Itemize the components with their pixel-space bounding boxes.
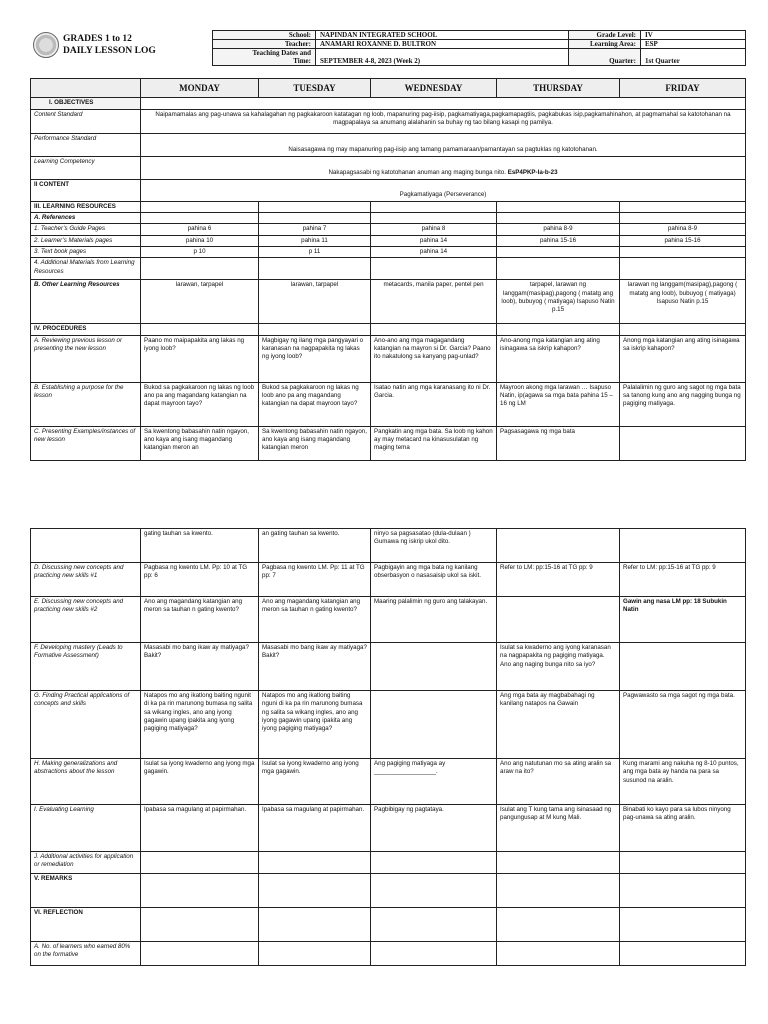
procedure-a-tuesday: Magbigay ng ilang mga pangyayari o karanasan na nagpapakita ng lakas ng iyong loob?	[259, 335, 371, 382]
procedure-e-thursday	[497, 597, 620, 643]
tb-thursday	[497, 246, 620, 257]
procedure-c-continued-row	[31, 529, 746, 563]
procedure-i-thursday: Isulat ang T kung tama ang isinasaad ng pangungusap at M kung Mali.	[497, 805, 620, 852]
lesson-table-page2	[30, 528, 746, 966]
procedure-e-friday: Gawin ang nasa LM pp: 18 Subukin Natin	[620, 597, 746, 643]
procedure-i-tuesday: Ipabasa sa magulang at papirmahan.	[259, 805, 371, 852]
procedure-d-friday: Refer to LM: pp:15-16 at TG pp: 9	[620, 563, 746, 597]
school-value: NAPINDAN INTEGRATED SCHOOL	[316, 31, 569, 40]
procedure-g-monday: Natapos mo ang ikatlong baiting ngunit di ka pa rin marunong bumasa ng salita sa wikang ingles, ano ang iyong gagawin upang ipakita ang iyong pagiging matiyaga?	[141, 691, 259, 759]
additional-materials-row	[31, 258, 746, 280]
lm-thursday: pahina 15-16	[497, 235, 620, 246]
resources-label: III. LEARNING RESOURCES	[31, 201, 141, 212]
procedure-c-tuesday: Sa kwentong babasahin natin ngayon, ano kaya ang isang magandang katangian meron	[259, 426, 371, 460]
other-monday: larawan, tarpapel	[141, 280, 259, 324]
procedure-a-wednesday: Ano-ano ang mga magagandang katangian na mayron si Dr. Garcia? Paano ito nakatulong sa kanyang pag-unlad?	[371, 335, 497, 382]
procedure-b-monday: Bukod sa pagkakaroon ng lakas ng loob ano pa ang magandang katangian na dapat mayroon tayo?	[141, 382, 259, 426]
procedure-h-wednesday: Ang pagiging matiyaga ay __________________.	[371, 759, 497, 805]
procedure-h-row	[31, 759, 746, 805]
procedure-a-friday: Anong mga katangian ang ating isinagawa sa iskrip kahapon?	[620, 335, 746, 382]
tg-friday: pahina 8-9	[620, 224, 746, 235]
objectives-heading: I. OBJECTIVES	[31, 98, 141, 109]
reflection-row	[31, 908, 746, 942]
lm-row	[31, 235, 746, 246]
procedure-d-row	[31, 563, 746, 597]
procedure-a-thursday: Ano-anong mga katangian ang ating isinagawa sa iskrip kahapon?	[497, 335, 620, 382]
quarter-value: 1st Quarter	[641, 49, 746, 66]
procedure-f-tuesday: Masasabi mo bang ikaw ay matiyaga?Bakit?	[259, 643, 371, 691]
tb-tuesday: p 11	[259, 246, 371, 257]
tg-monday: pahina 6	[141, 224, 259, 235]
area-label: Learning Area:	[569, 40, 641, 49]
other-label: B. Other Learning Resources	[31, 280, 141, 324]
procedure-g-friday: Pagwawasto sa mga sagot ng mga bata.	[620, 691, 746, 759]
competency-label: Learning Competency	[31, 156, 141, 179]
procedure-f-label: F. Developing mastery (Leads to Formative Assessment)	[31, 643, 141, 691]
procedure-c-cont-tuesday: an gating tauhan sa kwento.	[259, 529, 371, 563]
procedure-d-thursday: Refer to LM: pp:15-16 at TG pp: 9	[497, 563, 620, 597]
procedure-h-tuesday: Isulat sa iyong kwaderno ang iyong mga gagawin.	[259, 759, 371, 805]
procedure-a-row	[31, 335, 746, 382]
lm-tuesday: pahina 11	[259, 235, 371, 246]
procedure-d-tuesday: Pagbasa ng kwento LM. Pp: 11 at TG pp: 7	[259, 563, 371, 597]
procedure-d-monday: Pagbasa ng kwento LM. Pp: 10 at TG pp: 6	[141, 563, 259, 597]
procedure-b-label: B. Establishing a purpose for the lesson	[31, 382, 141, 426]
procedure-f-wednesday	[371, 643, 497, 691]
lm-wednesday: pahina 14	[371, 235, 497, 246]
procedure-c-cont-friday	[620, 529, 746, 563]
grade-value: IV	[641, 31, 746, 40]
procedure-a-label: A. Reviewing previous lesson or presenting the new lesson	[31, 335, 141, 382]
competency-text: Nakapagsasabi ng katotohanan anuman ang maging bunga nito.	[328, 169, 506, 177]
other-tuesday: larawan, tarpapel	[259, 280, 371, 324]
procedure-g-wednesday	[371, 691, 497, 759]
lm-label: 2. Learner’s Materials pages	[31, 235, 141, 246]
content-standard-text: Naipamamalas ang pag-unawa sa kahalagahan ng pagkakaroon katatagan ng loob, mapanuring pag-iisip, pagkamatiyaga,pagkamapagtiis, pagkabukas isip,pagkamahinahon, at pagmamahal sa katotohanan na magpapalaya sa anumang alalahanin sa buhay ng tao bilang kasapi ng pamilya.	[141, 109, 746, 133]
procedure-b-row	[31, 382, 746, 426]
performance-standard-label: Performance Standard	[31, 133, 141, 156]
procedure-c-label: C. Presenting Examples/instances of new lesson	[31, 426, 141, 460]
procedure-e-monday: Ano ang magandang katangian ang meron sa tauhan n gating kwento?	[141, 597, 259, 643]
other-friday: larawan ng langgam(masipag),pagong ( matatg ang loob), bubuyog ( matiyaga) Isapuso Natin p.15	[620, 280, 746, 324]
tb-wednesday: pahina 14	[371, 246, 497, 257]
content-standard-label: Content Standard	[31, 109, 141, 133]
procedure-c-monday: Sa kwentong babasahin natin ngayon, ano kaya ang isang magandang katangian meron an	[141, 426, 259, 460]
procedure-a-monday: Paano mo maipapakita ang lakas ng iyong loob?	[141, 335, 259, 382]
document-title: GRADES 1 to 12 DAILY LESSON LOG	[63, 34, 156, 57]
additional-label: 4. Additional Materials from Learning Resources	[31, 258, 141, 280]
day-wednesday: WEDNESDAY	[371, 79, 497, 98]
tb-label: 3. Text book pages	[31, 246, 141, 257]
tg-label: 1. Teacher’s Guide Pages	[31, 224, 141, 235]
procedure-e-wednesday: Maaring palalimin ng guro ang talakayan.	[371, 597, 497, 643]
procedure-b-tuesday: Bukod sa pagkakaroon ng lakas ng loob ano pa ang magandang katangian na dapat mayroon tayo?	[259, 382, 371, 426]
other-wednesday: metacards, manila paper, pentel pen	[371, 280, 497, 324]
procedure-j-row	[31, 852, 746, 874]
procedure-d-label: D. Discussing new concepts and practicing new skills #1	[31, 563, 141, 597]
lm-monday: pahina 10	[141, 235, 259, 246]
deped-seal-icon	[33, 32, 59, 58]
tg-wednesday: pahina 8	[371, 224, 497, 235]
reflection-a-row	[31, 942, 746, 966]
procedure-g-tuesday: Natapos mo ang ikatlong baiting nguni di ka pa rin marunong bumasa ng salita sa wikang ingles, ano ang iyong gagawin upang ipakita ang iyong pagiging matiyaga?	[259, 691, 371, 759]
procedures-label: IV. PROCEDURES	[31, 324, 141, 335]
procedure-b-thursday: Mayroon akong mga larawan … Isapuso Natin, ip(agawa sa mga bata pahina 15 – 16 ng LM	[497, 382, 620, 426]
procedure-h-thursday: Ano ang natutunan mo sa ating aralin sa araw na ito?	[497, 759, 620, 805]
procedure-d-wednesday: Pagbigayin ang mga bata ng kanilang obserbasyon o nasasaisip ukol sa iskit.	[371, 563, 497, 597]
content-text: Pagkamatiyaga (Perseverance)	[141, 179, 746, 201]
procedure-i-row	[31, 805, 746, 852]
content-label: II CONTENT	[31, 179, 141, 201]
procedure-i-friday: Binabati ko kayo para sa lubos ninyong pag-unawa sa ating aralin.	[620, 805, 746, 852]
procedure-h-monday: Isulat sa iyong kwaderno ang iyong mga gagawin.	[141, 759, 259, 805]
lesson-table-page1	[30, 78, 746, 461]
dates-label: Teaching Dates and Time:	[213, 49, 316, 66]
performance-standard-text: Naisasagawa ng may mapanuring pag-iisip ang tamang pamamaraan/pamantayan sa pagtuklas ng katotohanan.	[141, 133, 746, 156]
procedure-j-label: J. Additional activities for application or remediation	[31, 852, 141, 874]
grade-label: Grade Level:	[569, 31, 641, 40]
day-thursday: THURSDAY	[497, 79, 620, 98]
procedure-e-row	[31, 597, 746, 643]
reflection-label: VI. REFLECTION	[31, 908, 141, 942]
tb-friday	[620, 246, 746, 257]
reflection-a-label: A. No. of learners who earned 80% on the formative	[31, 942, 141, 966]
procedure-h-friday: Kung marami ang nakuha ng 8-10 puntos, ang mga bata ay handa na para sa susunod na aralin.	[620, 759, 746, 805]
header-info-table	[212, 30, 746, 66]
procedure-b-friday: Palalalimin ng guro ang sagot ng mga bata sa tanong kung ano ang nagging bunga ng pagiging matiyaga.	[620, 382, 746, 426]
procedure-i-monday: Ipabasa sa magulang at papirmahan.	[141, 805, 259, 852]
dates-value: SEPTEMBER 4-8, 2023 (Week 2)	[316, 49, 569, 66]
procedure-i-wednesday: Pagbibigay ng pagtataya.	[371, 805, 497, 852]
remarks-label: V. REMARKS	[31, 874, 141, 908]
competency-code: EsP4PKP-Ia-b-23	[507, 169, 558, 177]
lm-friday: pahina 15-16	[620, 235, 746, 246]
tb-monday: p 10	[141, 246, 259, 257]
other-resources-row	[31, 280, 746, 324]
procedure-i-label: I. Evaluating Learning	[31, 805, 141, 852]
procedure-c-thursday: Pagsasagawa ng mga bata	[497, 426, 620, 460]
tg-row	[31, 224, 746, 235]
procedure-e-tuesday: Ano ang magandang katangian ang meron sa tauhan n gating kwento?	[259, 597, 371, 643]
competency-cell	[141, 156, 746, 179]
procedure-g-thursday: Ang mga bata ay magbabahagi ng kanilang natapos na Gawain	[497, 691, 620, 759]
procedure-f-thursday: Isulat sa kwaderno ang iyong karanasan na nagpapakita ng pagiging matiyaga. Ano ang naging bunga nito sa iyo?	[497, 643, 620, 691]
procedure-e-label: E. Discussing new concepts and practicing new skills #2	[31, 597, 141, 643]
procedure-g-label: G. Finding Practical applications of concepts and skills	[31, 691, 141, 759]
tb-row	[31, 246, 746, 257]
procedure-f-row	[31, 643, 746, 691]
day-header-row	[31, 79, 746, 98]
day-monday: MONDAY	[141, 79, 259, 98]
teacher-value: ANAMARI ROXANNE D. BULTRON	[316, 40, 569, 49]
area-value: ESP	[641, 40, 746, 49]
tg-thursday: pahina 8-9	[497, 224, 620, 235]
procedure-c-cont-wednesday: ninyo sa pagsasatao (dula-dulaan ) Gumawa ng iskrip ukol dito.	[371, 529, 497, 563]
day-tuesday: TUESDAY	[259, 79, 371, 98]
procedure-b-wednesday: Isatao natin ang mga karanasang ito ni Dr. Garcia.	[371, 382, 497, 426]
school-label: School:	[213, 31, 316, 40]
teacher-label: Teacher:	[213, 40, 316, 49]
remarks-row	[31, 874, 746, 908]
tg-tuesday: pahina 7	[259, 224, 371, 235]
day-friday: FRIDAY	[620, 79, 746, 98]
procedure-h-label: H. Making generalizations and abstractions about the lesson	[31, 759, 141, 805]
procedure-c-wednesday: Pangkatin ang mga bata. Sa loob ng kahon ay may metacard na kinasusulatan ng maging tema	[371, 426, 497, 460]
other-thursday: tarpapel, larawan ng langgam(masipag),pagong ( matatg ang loob), bubuyog ( matiyaga) Isapuso Natin p.15	[497, 280, 620, 324]
procedure-c-cont-thursday	[497, 529, 620, 563]
quarter-label: Quarter:	[569, 49, 641, 66]
procedure-c-cont-monday: gating tauhan sa kwento.	[141, 529, 259, 563]
procedure-g-row	[31, 691, 746, 759]
procedure-c-friday	[620, 426, 746, 460]
procedure-f-monday: Masasabi mo bang ikaw ay matiyaga?Bakit?	[141, 643, 259, 691]
procedure-c-row	[31, 426, 746, 460]
procedure-f-friday	[620, 643, 746, 691]
references-label: A. References	[31, 212, 141, 223]
